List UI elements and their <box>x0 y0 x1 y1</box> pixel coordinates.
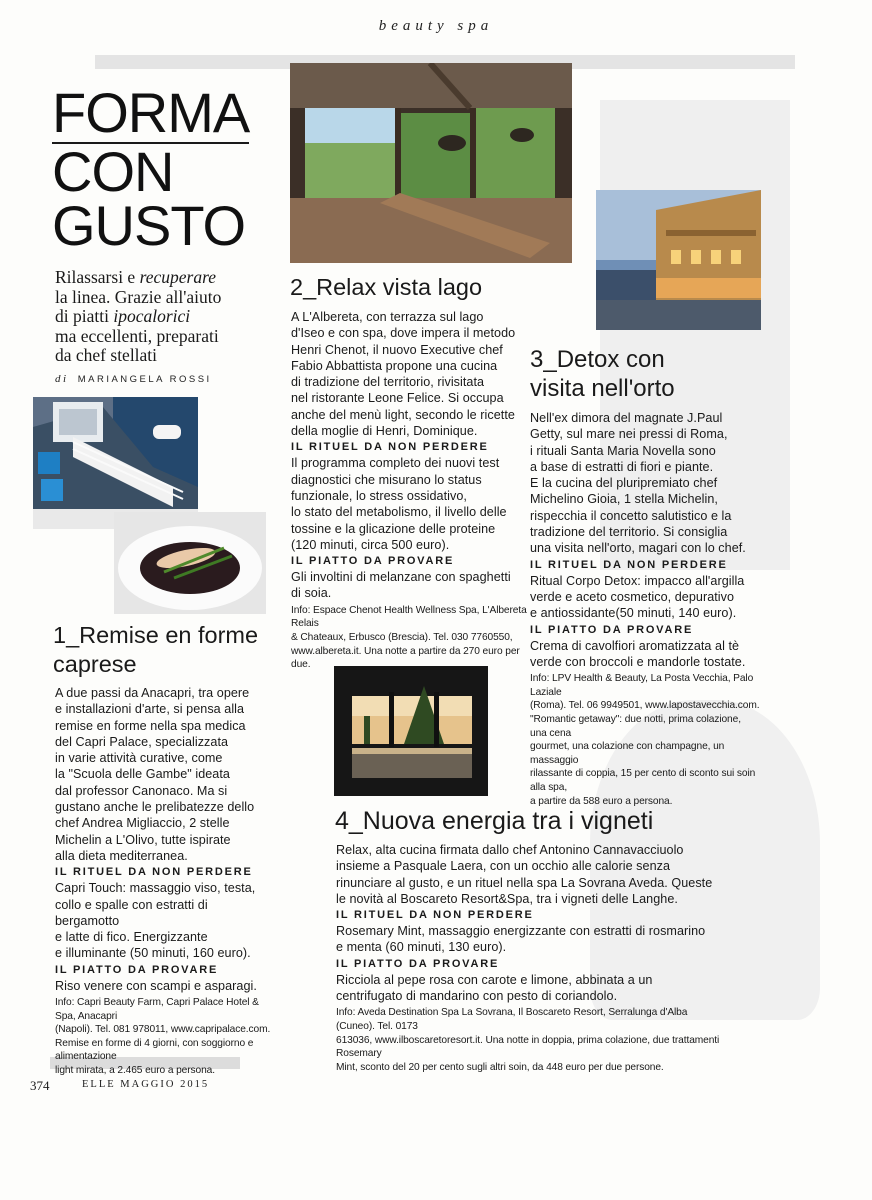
standfirst: Rilassarsi e recuperare la linea. Grazie all'aiuto di piatti ipocalorici ma eccellenti, preparati da chef stellati <box>55 267 222 365</box>
body-text-line: Getty, sul mare nei pressi di Roma, <box>530 427 728 442</box>
section-2-piatto-label: IL PIATTO DA PROVARE <box>291 555 455 568</box>
body-text-line: Relax, alta cucina firmata dallo chef Antonino Cannavacciuolo <box>336 843 684 857</box>
info-text-line: Info: LPV Health & Beauty, La Posta Vecchia, Palo Laziale <box>530 673 754 698</box>
info-text-line: "Romantic getaway": due notti, prima colazione, una cena <box>530 713 741 739</box>
section-4-rituel-label: IL RITUEL DA NON PERDERE <box>336 909 534 922</box>
photo-albereta-terrace <box>290 63 572 263</box>
info-text-line: light mirata, a 2.465 euro a persona. <box>55 1065 215 1077</box>
piatto-text-line: verde con broccoli e mandorle tostate. <box>530 654 746 669</box>
info-text-line: Info: Capri Beauty Farm, Capri Palace Hotel & Spa, Anacapri <box>55 997 259 1022</box>
piatto-text-line: di soia. <box>291 586 332 601</box>
info-text-line: Remise en forme di 4 giorni, con soggiorno e alimentazione <box>55 1037 254 1063</box>
section-1-piatto-label: IL PIATTO DA PROVARE <box>55 963 219 976</box>
body-text-line: e installazioni d'arte, si pensa alla <box>55 702 245 717</box>
body-text-line: rispecchia il concetto salutistico e la <box>530 508 732 523</box>
rituel-text-line: tossine e la glicazione delle proteine <box>291 521 496 536</box>
body-text-line: in varie attività curative, come <box>55 751 223 766</box>
info-text-line: (Napoli). Tel. 081 978011, www.capripalace.com. <box>55 1024 271 1036</box>
rituel-text-line: Il programma completo dei nuovi test <box>291 456 500 471</box>
section-1-rituel-label: IL RITUEL DA NON PERDERE <box>55 866 253 879</box>
photo-riso-venere <box>114 512 266 614</box>
byline: di MARIANGELA ROSSI <box>55 373 212 385</box>
section-4-body <box>336 842 726 1074</box>
title-line-1: FORMA <box>52 81 250 144</box>
info-text-line: gourmet, una colazione con champagne, un massaggio <box>530 741 725 766</box>
body-text-line: dal professor Canonaco. Ma si <box>55 783 228 798</box>
rituel-text-line: e antiossidante(50 minuti, 140 euro). <box>530 606 737 621</box>
body-text-line: i rituali Santa Maria Novella sono <box>530 443 716 458</box>
body-text-line: remise en forme nella spa medica <box>55 718 246 733</box>
info-text-line: www.albereta.it. Una notte a partire da 270 euro per due. <box>291 645 520 671</box>
rituel-text-line: lo stato del metabolismo, il livello delle <box>291 505 507 520</box>
section-3-title: 3_Detox con visita nell'orto <box>530 346 675 402</box>
info-text-line: & Chateaux, Erbusco (Brescia). Tel. 030 7760550, <box>291 631 513 643</box>
section-header: beauty spa <box>378 18 494 34</box>
piatto-text-line: centrifugato di mandarino con pesto di coriandolo. <box>336 989 618 1004</box>
body-text-line: A L'Albereta, con terrazza sul lago <box>291 310 484 324</box>
photo-posta-vecchia <box>596 190 761 330</box>
info-text-line: 613036, www.ilboscaretoresort.it. Una notte in doppia, prima colazione, due trattamenti Rosemary <box>336 1034 720 1060</box>
piatto-text-line: Crema di cavolfiori aromatizzata al tè <box>530 638 740 653</box>
rituel-text-line: e menta (60 minuti, 130 euro). <box>336 940 507 955</box>
body-text-line: Fabio Abbattista propone una cucina <box>291 358 498 373</box>
magazine-issue: ELLE MAGGIO 2015 <box>82 1079 210 1090</box>
section-3-piatto-label: IL PIATTO DA PROVARE <box>530 623 694 636</box>
body-text-line: anche del menù light, secondo le ricette <box>291 407 515 422</box>
body-text-line: di tradizione del territorio, rivisitata <box>291 375 485 390</box>
piatto-text-line: Riso venere con scampi e asparagi. <box>55 978 257 993</box>
page-title <box>52 81 292 257</box>
body-text-line: gustano anche le prelibatezze dello <box>55 800 255 815</box>
body-text-line: una visita nell'orto, magari con lo chef. <box>530 541 746 556</box>
body-text-line: la "Scuola delle Gambe" ideata <box>55 767 230 782</box>
info-text-line: Info: Espace Chenot Health Wellness Spa, L'Albereta Relais <box>291 604 527 630</box>
section-1-body <box>55 685 275 1078</box>
body-text-line: a base di estratti di fiori e piante. <box>530 459 714 474</box>
rituel-text-line: Ritual Corpo Detox: impacco all'argilla <box>530 573 745 588</box>
rituel-text-line: verde e aceto cosmetico, depurativo <box>530 589 735 604</box>
photo-boscareto-pool <box>334 666 488 796</box>
section-2-rituel-label: IL RITUEL DA NON PERDERE <box>291 441 489 454</box>
info-text-line: a partire da 588 euro a persona. <box>530 795 673 807</box>
rituel-text-line: Capri Touch: massaggio viso, testa, <box>55 881 256 896</box>
rituel-text-line: collo e spalle con estratti di bergamotto <box>55 897 208 928</box>
section-1-title: 1_Remise en forme caprese <box>53 622 259 677</box>
piatto-text-line: Gli involtini di melanzane con spaghetti <box>291 570 511 585</box>
section-2-body <box>291 309 536 672</box>
body-text-line: le novità al Boscareto Resort&Spa, tra i vigneti delle Langhe. <box>336 891 678 906</box>
section-4-piatto-label: IL PIATTO DA PROVARE <box>336 957 500 970</box>
body-text-line: tradizione del territorio. Si consiglia <box>530 525 728 540</box>
body-text-line: E la cucina del pluripremiato chef <box>530 476 718 491</box>
page-number: 374 <box>30 1078 50 1093</box>
info-text-line: Info: Aveda Destination Spa La Sovrana, Il Boscareto Resort, Serralunga d'Alba (Cuneo). Tel. 0173 <box>336 1007 688 1032</box>
body-text-line: d'Iseo e con spa, dove impera il metodo <box>291 326 516 341</box>
section-3-body <box>530 410 760 808</box>
body-text-line: insieme a Pasquale Laera, con un occhio alle calorie senza <box>336 859 671 874</box>
body-text-line: Nell'ex dimora del magnate J.Paul <box>530 411 723 425</box>
piatto-text-line: Ricciola al pepe rosa con carote e limone, abbinata a un <box>336 972 653 987</box>
section-3-rituel-label: IL RITUEL DA NON PERDERE <box>530 558 728 571</box>
section-4-title: 4_Nuova energia tra i vigneti <box>335 807 654 835</box>
rituel-text-line: funzionale, lo stress ossidativo, <box>291 488 467 503</box>
title-line-2: CON <box>52 140 174 203</box>
rituel-text-line: Rosemary Mint, massaggio energizzante con estratti di rosmarino <box>336 924 706 939</box>
body-text-line: Michelino Gioia, 1 stella Michelin, <box>530 492 718 507</box>
body-text-line: Henri Chenot, il nuovo Executive chef <box>291 342 503 357</box>
body-text-line: rinunciare al gusto, e un rituel nella spa La Sovrana Aveda. Queste <box>336 875 713 890</box>
rituel-text-line: diagnostici che misurano lo status <box>291 472 482 487</box>
body-text-line: del Capri Palace, specializzata <box>55 734 229 749</box>
info-text-line: Mint, sconto del 20 per cento sugli altri soin, da 448 euro per due persone. <box>336 1061 664 1073</box>
body-text-line: chef Andrea Migliaccio, 2 stelle <box>55 816 230 831</box>
body-text-line: alla dieta mediterranea. <box>55 848 188 863</box>
body-text-line: Michelin a L'Olivo, tutte ispirate <box>55 832 231 847</box>
section-2-title: 2_Relax vista lago <box>290 274 483 300</box>
info-text-line: rilassante di coppia, 15 per cento di sconto sui soin alla spa, <box>530 768 756 793</box>
photo-capri-spa <box>33 397 198 529</box>
rituel-text-line: e illuminante (50 minuti, 160 euro). <box>55 946 251 961</box>
title-line-3: GUSTO <box>52 194 246 257</box>
rituel-text-line: (120 minuti, circa 500 euro). <box>291 537 450 552</box>
body-text-line: della moglie di Henri, Dominique. <box>291 424 478 439</box>
info-text-line: (Roma). Tel. 06 9949501, www.lapostavecchia.com. <box>530 700 760 712</box>
rituel-text-line: e latte di fico. Energizzante <box>55 930 208 945</box>
body-text-line: A due passi da Anacapri, tra opere <box>55 686 250 700</box>
body-text-line: nel ristorante Leone Felice. Si occupa <box>291 391 504 406</box>
